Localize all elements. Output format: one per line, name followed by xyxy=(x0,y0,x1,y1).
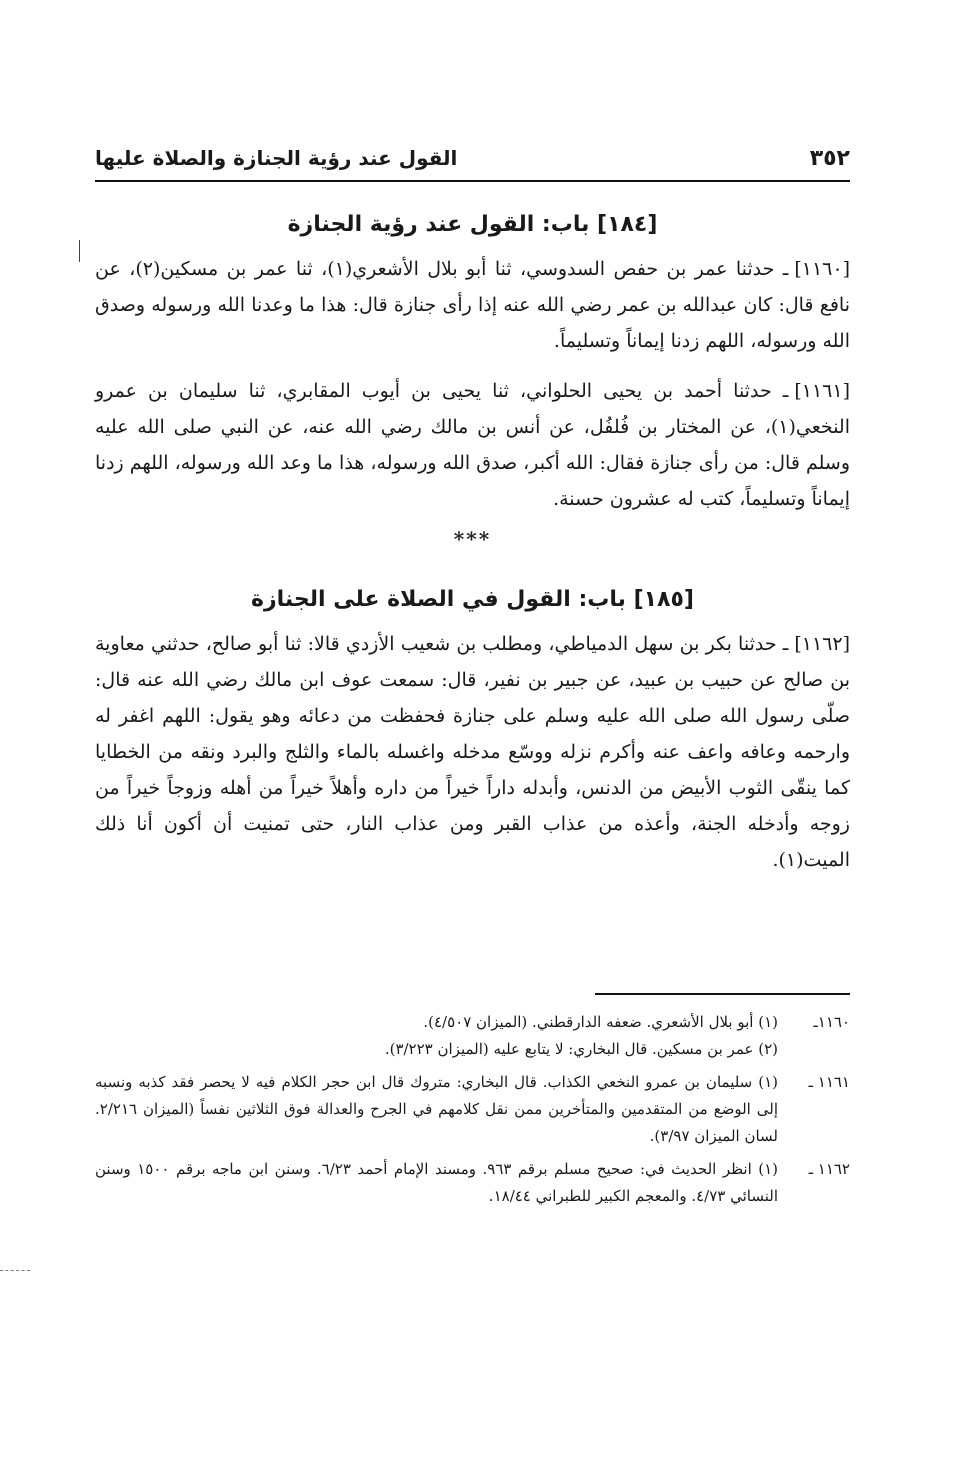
hadith-paragraph xyxy=(95,251,850,359)
margin-mark xyxy=(79,240,80,262)
hadith-paragraph xyxy=(95,626,850,878)
footnote-entry xyxy=(95,1009,850,1063)
footnote-line: (١) أبو بلال الأشعري. ضعفه الدارقطني. (الميزان ٤/٥٠٧). xyxy=(423,1013,778,1031)
footnote-entry xyxy=(95,1069,850,1150)
footnote-line: (١) انظر الحديث في: صحيح مسلم برقم ٩٦٣. ومسند الإمام أحمد ٦/٢٣. وسنن ابن ماجه برقم ١٥٠٠ وسنن النسائي ٤/٧٣. والمعجم الكبير للطبراني ١٨/٤٤. xyxy=(95,1160,779,1205)
hadith-number: [١١٦٢] xyxy=(794,633,850,655)
chapter-title: [١٨٥] باب: القول في الصلاة على الجنازة xyxy=(251,587,694,612)
footnote-divider xyxy=(595,993,850,995)
running-header-title: القول عند رؤية الجنازة والصلاة عليها xyxy=(95,146,458,170)
edge-mark xyxy=(0,1270,30,1271)
hadith-paragraph xyxy=(95,373,850,517)
chapter-title: [١٨٤] باب: القول عند رؤية الجنازة xyxy=(287,212,658,237)
hadith-text: ـ حدثنا بكر بن سهل الدمياطي، ومطلب بن شعيب الأزدي قالا: ثنا أبو صالح، حدثني معاوية بن صالح عن حبيب بن عبيد، عن جبير بن نفير، قال: سمعت عوف ابن مالك رضي الله عنه قال: صلّى رسول الله صلى الله عليه وسلم على جنازة فحفظت من دعائه وهو يقول: اللهم اغفر له وارحمه وعافه واعف عنه وأكرم نزله ووسّع مدخله واغسله بالماء والثلج والبرد ونقه من الخطايا كما ينقّى الثوب الأبيض من الدنس، وأبدله داراً خيراً من داره وأهلاً خيراً من أهله وزوجاً خيراً من زوجه وأدخله الجنة، وأعذه من عذاب القبر ومن عذاب النار، حتى تمنيت أن أكون أنا ذلك الميت(١). xyxy=(95,633,850,871)
footnote-line: (٢) عمر بن مسكين. قال البخاري: لا يتابع عليه (الميزان ٣/٢٢٣). xyxy=(384,1040,778,1058)
running-header xyxy=(95,140,850,182)
section-separator: *** xyxy=(453,527,492,551)
footnote-number: ١١٦٠ـ xyxy=(813,1013,850,1031)
footnote-line: (١) سليمان بن عمرو النخعي الكذاب. قال البخاري: متروك قال ابن حجر الكلام فيه لا يحصر فقد كذبه ونسبه إلى الوضع من المتقدمين والمتأخرين ممن نقل كلامهم في الجرح والعدالة فوق الثلاثين نفساً (الميزان ٢/٢١٦. لسان الميزان ٣/٩٧). xyxy=(95,1073,778,1145)
book-page xyxy=(95,140,850,1216)
footnote-entry xyxy=(95,1156,850,1210)
hadith-number: [١١٦١] xyxy=(794,380,850,402)
footnote-number: ١١٦١ ـ xyxy=(808,1073,850,1091)
page-number: ٣٥٢ xyxy=(809,146,850,171)
hadith-text: ـ حدثنا أحمد بن يحيى الحلواني، ثنا يحيى بن أيوب المقابري، ثنا سليمان بن عمرو النخعي(١)، عن المختار بن فُلفُل، عن أنس بن مالك رضي الله عنه، عن النبي صلى الله عليه وسلم قال: من رأى جنازة فقال: الله أكبر، صدق الله ورسوله، هذا ما وعد الله ورسوله، اللهم زدنا إيماناً وتسليماً، كتب له عشرون حسنة. xyxy=(95,380,850,510)
footnotes xyxy=(95,1009,850,1210)
hadith-text: ـ حدثنا عمر بن حفص السدوسي، ثنا أبو بلال الأشعري(١)، ثنا عمر بن مسكين(٢)، عن نافع قال: كان عبدالله بن عمر رضي الله عنه إذا رأى جنازة قال: هذا ما وعدنا الله ورسوله وصدق الله ورسوله، اللهم زدنا إيماناً وتسليماً. xyxy=(95,258,850,352)
hadith-number: [١١٦٠] xyxy=(794,258,850,280)
footnote-number: ١١٦٢ ـ xyxy=(808,1160,850,1178)
